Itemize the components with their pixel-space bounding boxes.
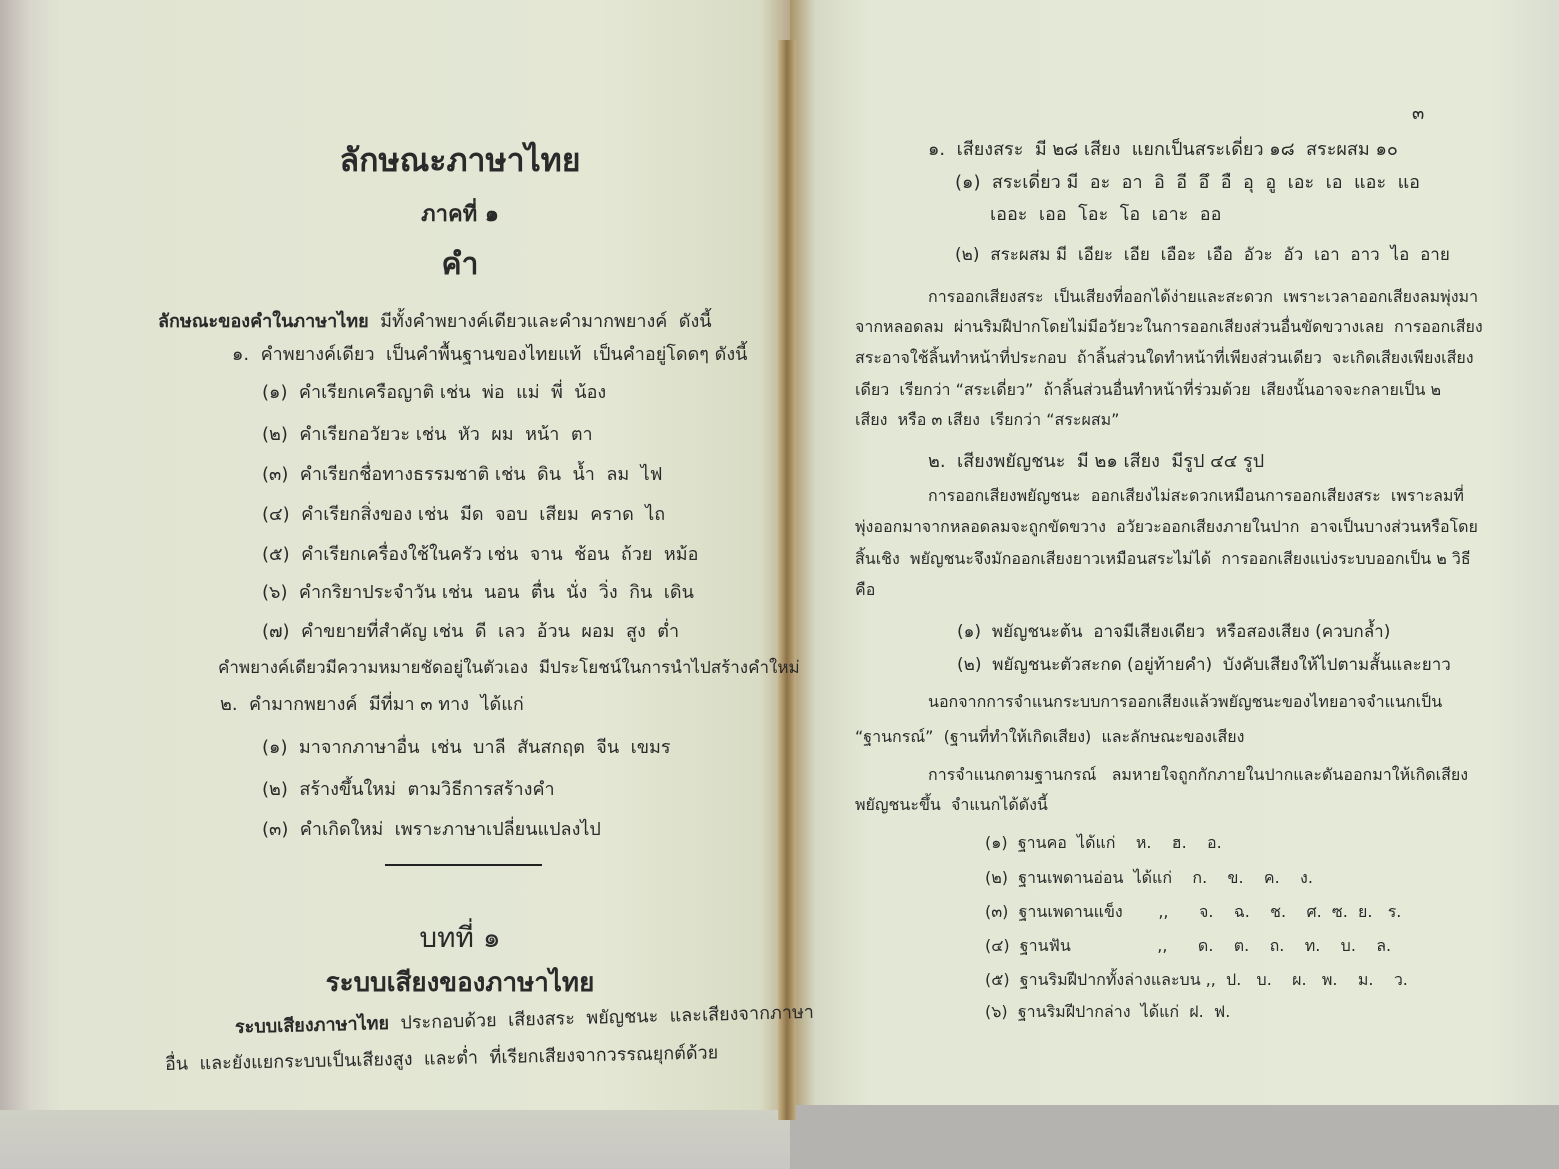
paragraph: “ฐานกรณ์” (ฐานที่ทำให้เกิดเสียง) และลักษณะของเสียง	[855, 727, 1245, 746]
para-text: ประกอบด้วย เสียงสระ พยัญชนะ และเสียงจากภาษา	[388, 1001, 815, 1034]
list-item: (๒) สระผสม มี เอียะ เอีย เอือะ เอือ อัวะ อัว เอา อาว ไอ อาย	[955, 245, 1450, 265]
list-item: (๑) มาจากภาษาอื่น เช่น บาลี สันสกฤต จีน เขมร	[262, 737, 671, 758]
list-item: (๓) คำเรียกชื่อทางธรรมชาติ เช่น ดิน น้ำ ลม ไฟ	[262, 464, 663, 485]
paragraph: สิ้นเชิง พยัญชนะจึงมักออกเสียงยาวเหมือนสระไม่ได้ การออกเสียงแบ่งระบบออกเป็น ๒ วิธี	[855, 549, 1471, 568]
paragraph: เสียง หรือ ๓ เสียง เรียกว่า “สระผสม”	[855, 410, 1120, 429]
paragraph: อื่น และยังแยกระบบเป็นเสียงสูง และต่ำ ที่เรียกเสียงจากวรรณยุกต์ด้วย	[164, 1042, 719, 1075]
paragraph: สระอาจใช้ลิ้นทำหน้าที่ประกอบ ถ้าลิ้นส่วนใดทำหน้าที่เพียงส่วนเดียว จะเกิดเสียงเพียงเสียง	[855, 348, 1474, 367]
list-item: (๕) ฐานริมฝีปากทั้งล่างและบน ,, ป. บ. ผ. พ. ม. ว.	[985, 970, 1408, 989]
paragraph: พยัญชนะขึ้น จำแนกได้ดังนี้	[855, 795, 1048, 814]
list-item: (๖) คำกริยาประจำวัน เช่น นอน ตื่น นั่ง วิ่ง กิน เดิน	[262, 582, 694, 603]
list-item: (๒) คำเรียกอวัยวะ เช่น หัว ผม หน้า ตา	[262, 424, 593, 445]
list-item: (๔) คำเรียกสิ่งของ เช่น มีด จอบ เสียม คราด ไถ	[262, 504, 666, 525]
list-item: ๑. เสียงสระ มี ๒๘ เสียง แยกเป็นสระเดี่ยว ๑๘ สระผสม ๑๐	[928, 139, 1398, 160]
paragraph: คำพยางค์เดียวมีความหมายชัดอยู่ในตัวเอง มีประโยชน์ในการนำไปสร้างคำใหม่	[218, 658, 800, 678]
list-item: ๒. เสียงพยัญชนะ มี ๒๑ เสียง มีรูป ๔๔ รูป	[928, 451, 1265, 472]
page-title: ลักษณะภาษาไทย	[339, 141, 581, 179]
paragraph: การออกเสียงพยัญชนะ ออกเสียงไม่สะดวกเหมือนการออกเสียงสระ เพราะลมที่	[928, 486, 1464, 505]
paragraph: จากหลอดลม ผ่านริมฝีปากโดยไม่มีอวัยวะในการออกเสียงส่วนอื่นขัดขวางเลย การออกเสียง	[855, 317, 1483, 336]
book-spine	[778, 40, 796, 1120]
paragraph: นอกจากการจำแนกระบบการออกเสียงแล้วพยัญชนะของไทยอาจจำแนกเป็น	[928, 692, 1443, 711]
intro-line	[158, 310, 712, 334]
list-item: (๓) ฐานเพดานแข็ง ,, จ. ฉ. ช. ศ. ซ. ย. ร.	[985, 902, 1402, 921]
paragraph: คือ	[855, 580, 876, 599]
page-edge	[790, 1105, 1559, 1169]
divider	[385, 864, 542, 866]
chapter-heading: บทที่ ๑	[419, 921, 501, 954]
list-item: (๑) พยัญชนะต้น อาจมีเสียงเดียว หรือสองเสียง (ควบกล้ำ)	[957, 622, 1391, 642]
part-heading: ภาคที่ ๑	[421, 202, 499, 227]
list-item: (๒) สร้างขึ้นใหม่ ตามวิธีการสร้างคำ	[262, 779, 555, 800]
list-item: (๒) พยัญชนะตัวสะกด (อยู่ท้ายคำ) บังคับเสียงให้ไปตามสั้นและยาว	[957, 655, 1451, 675]
list-item: (๖) ฐานริมฝีปากล่าง ได้แก่ ฝ. ฟ.	[985, 1002, 1231, 1021]
paragraph: การออกเสียงสระ เป็นเสียงที่ออกได้ง่ายและสะดวก เพราะเวลาออกเสียงลมพุ่งมา	[928, 287, 1479, 306]
page-edge	[0, 1110, 800, 1169]
list-item: (๓) คำเกิดใหม่ เพราะภาษาเปลี่ยนแปลงไป	[262, 819, 601, 840]
section-heading: คำ	[441, 247, 479, 282]
list-item: (๗) คำขยายที่สำคัญ เช่น ดี เลว อ้วน ผอม สูง ต่ำ	[262, 621, 680, 642]
list-item: (๕) คำเรียกเครื่องใช้ในครัว เช่น จาน ช้อน ถ้วย หม้อ	[262, 544, 699, 565]
list-item: (๑) สระเดี่ยว มี อะ อา อิ อี อึ อื อุ อู เอะ เอ แอะ แอ	[955, 172, 1420, 193]
list-item: เออะ เออ โอะ โอ เอาะ ออ	[990, 204, 1222, 225]
page-number: ๓	[1412, 103, 1425, 124]
intro-text: มีทั้งคำพยางค์เดียวและคำมากพยางค์ ดังนี้	[368, 311, 712, 332]
list-item: ๒. คำมากพยางค์ มีที่มา ๓ ทาง ได้แก่	[220, 694, 524, 715]
paragraph: พุ่งออกมาจากหลอดลมจะถูกขัดขวาง อวัยวะออกเสียงภายในปาก อาจเป็นบางส่วนหรือโดย	[855, 517, 1478, 536]
intro-bold: ลักษณะของคำในภาษาไทย	[158, 311, 369, 332]
list-item: (๑) ฐานคอ ได้แก่ ห. ฮ. อ.	[985, 833, 1222, 852]
para-bold: ระบบเสียงภาษาไทย	[234, 1012, 390, 1038]
paragraph: การจำแนกตามฐานกรณ์ ลมหายใจถูกกักภายในปากและดันออกมาให้เกิดเสียง	[928, 765, 1469, 784]
list-item: (๔) ฐานฟัน ,, ด. ต. ถ. ท. บ. ล.	[985, 936, 1392, 955]
list-item: (๒) ฐานเพดานอ่อน ได้แก่ ก. ข. ค. ง.	[985, 868, 1313, 887]
list-item: ๑. คำพยางค์เดียว เป็นคำพื้นฐานของไทยแท้ เป็นคำอยู่โดดๆ ดังนี้	[232, 344, 748, 365]
paragraph: เดียว เรียกว่า “สระเดี่ยว” ถ้าลิ้นส่วนอื่นทำหน้าที่ร่วมด้วย เสียงนั้นอาจจะกลายเป็น ๒	[855, 380, 1442, 399]
list-item: (๑) คำเรียกเครือญาติ เช่น พ่อ แม่ พี่ น้อง	[262, 382, 607, 403]
chapter-title: ระบบเสียงของภาษาไทย	[325, 968, 595, 998]
